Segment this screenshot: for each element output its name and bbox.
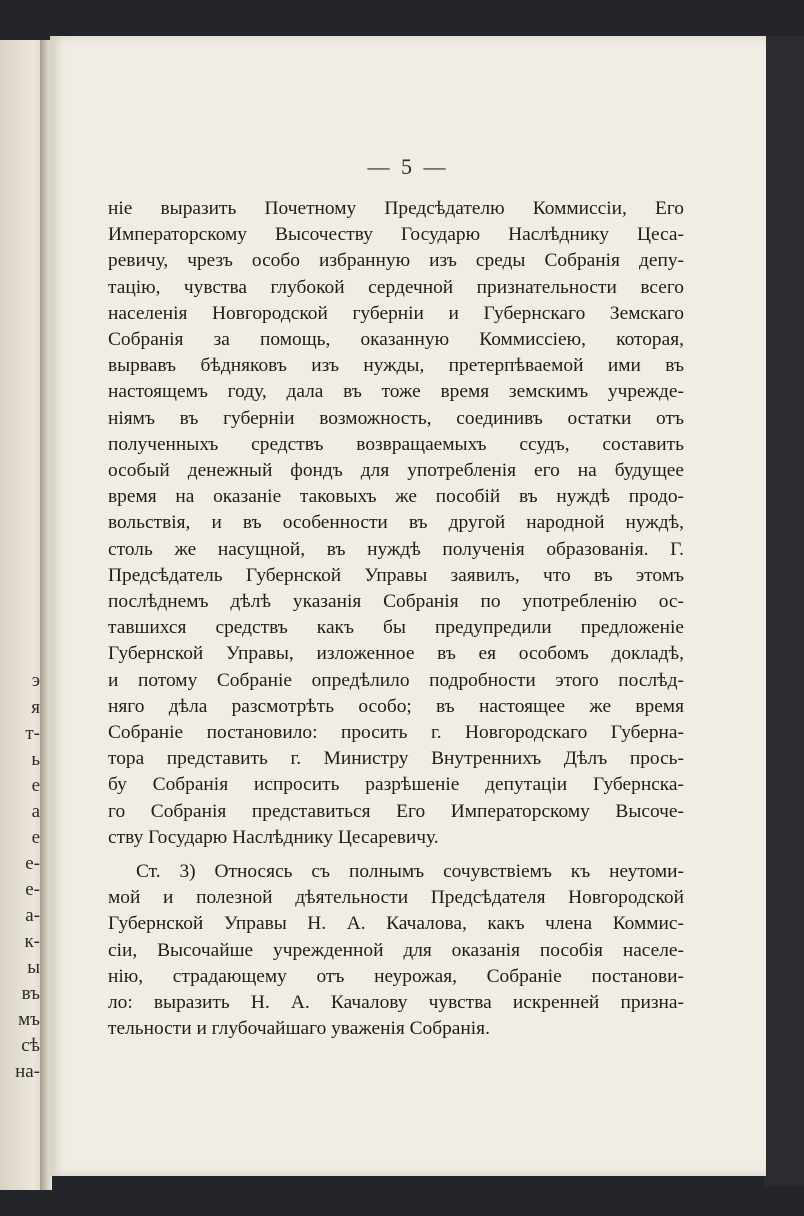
- facing-page-fragment: сѣ: [21, 1035, 40, 1056]
- facing-page-fragment: е-: [25, 879, 40, 900]
- text-line: тельности и глубочайшаго уваженія Собранія.: [108, 1018, 490, 1040]
- facing-page-fragment: е-: [25, 853, 40, 874]
- facing-page-fragment: э: [31, 670, 40, 691]
- text-line: особый денежный фондъ для употребленія его на будущее: [108, 460, 684, 482]
- facing-page-fragment: т-: [25, 723, 40, 744]
- text-line: ревичу, чрезъ особо избранную изъ среды Собранія депу-: [108, 250, 684, 272]
- text-line: Собранія за помощь, оказанную Коммиссіею, которая,: [108, 329, 684, 351]
- paragraph-2: [108, 859, 684, 1042]
- text-line: столь же насущной, въ нуждѣ полученія образованія. Г.: [108, 538, 684, 560]
- facing-page-fragment: въ: [21, 983, 40, 1004]
- text-line: го Собранія представиться Его Императорскому Высочe-: [108, 800, 684, 822]
- text-line: тацію, чувства глубокой сердечной признательности всего: [108, 276, 684, 298]
- text-line: тавшихся средствъ какъ бы предупредили предложеніе: [108, 617, 684, 639]
- text-line: Предсѣдатель Губернской Управы заявилъ, что въ этомъ: [108, 564, 684, 586]
- text-line: вырвавъ бѣдняковъ изъ нужды, претерпѣваемой ими въ: [108, 355, 684, 377]
- facing-page-fragment: я: [31, 697, 40, 718]
- facing-page-fragment: к-: [24, 931, 40, 952]
- text-line: няго дѣла разсмотрѣть особо; въ настоящее же время: [108, 695, 684, 717]
- book-page: [50, 36, 766, 1176]
- text-line: и потому Собраніе опредѣлило подробности этого послѣд-: [108, 669, 684, 691]
- facing-page-fragment: а-: [25, 905, 40, 926]
- text-line: Губернской Управы Н. А. Качалова, какъ члена Коммис-: [108, 913, 684, 935]
- paragraph-gap: [108, 851, 684, 859]
- text-line: ло: выразить Н. А. Качалову чувства искренней призна-: [108, 992, 684, 1014]
- text-line: ніе выразить Почетному Предсѣдателю Коммиссіи, Его: [108, 198, 684, 219]
- text-line: тора представить г. Министру Внутреннихъ Дѣлъ прось-: [108, 748, 684, 770]
- text-line: бу Собранія испросить разрѣшеніе депутаціи Губернска-: [108, 774, 684, 796]
- text-line: вольствія, и въ особенности въ другой народной нуждѣ,: [108, 512, 684, 534]
- page-body: [108, 196, 684, 1043]
- facing-page-fragment: а: [31, 801, 40, 822]
- text-line: Губернской Управы, изложенное въ ея особомъ докладѣ,: [108, 643, 684, 665]
- text-line: сіи, Высочайше учрежденной для оказанія пособія населе-: [108, 939, 684, 961]
- facing-page-fragment: на-: [15, 1061, 40, 1082]
- facing-page-fragment: ь: [31, 749, 40, 770]
- page-number: — 5 —: [367, 154, 449, 179]
- background-edge: [764, 36, 804, 1186]
- text-line: ніямъ въ губерніи возможность, соединивъ остатки отъ: [108, 407, 684, 429]
- text-line: Ст. 3) Относясь съ полнымъ сочувствіемъ къ неутоми-: [136, 861, 684, 883]
- facing-page-fragment: е: [31, 827, 40, 848]
- text-line: Императорскому Высочеству Государю Наслѣднику Цеса-: [108, 224, 684, 246]
- facing-page-fragment: ы: [27, 957, 40, 978]
- text-line: мой и полезной дѣятельности Предсѣдателя Новгородской: [108, 887, 684, 909]
- paragraph-1: [108, 196, 684, 851]
- text-line: Собраніе постановило: просить г. Новгородскаго Губерна-: [108, 722, 684, 744]
- facing-page-fragment: мъ: [18, 1009, 40, 1030]
- text-line: настоящемъ году, дала въ тоже время земскимъ учрежде-: [108, 381, 684, 403]
- text-line: послѣднемъ дѣлѣ указанія Собранія по употребленію ос-: [108, 591, 684, 613]
- text-line: полученныхъ средствъ возвращаемыхъ ссудъ, составить: [108, 433, 684, 455]
- text-line: ству Государю Наслѣднику Цесаревичу.: [108, 826, 439, 848]
- text-line: время на оказаніе таковыхъ же пособій въ нуждѣ продо-: [108, 486, 684, 508]
- text-line: населенія Новгородской губерніи и Губернскаго Земскаго: [108, 302, 684, 324]
- text-line: нію, страдающему отъ неурожая, Собраніе постанови-: [108, 965, 684, 987]
- facing-page-fragment: е: [31, 775, 40, 796]
